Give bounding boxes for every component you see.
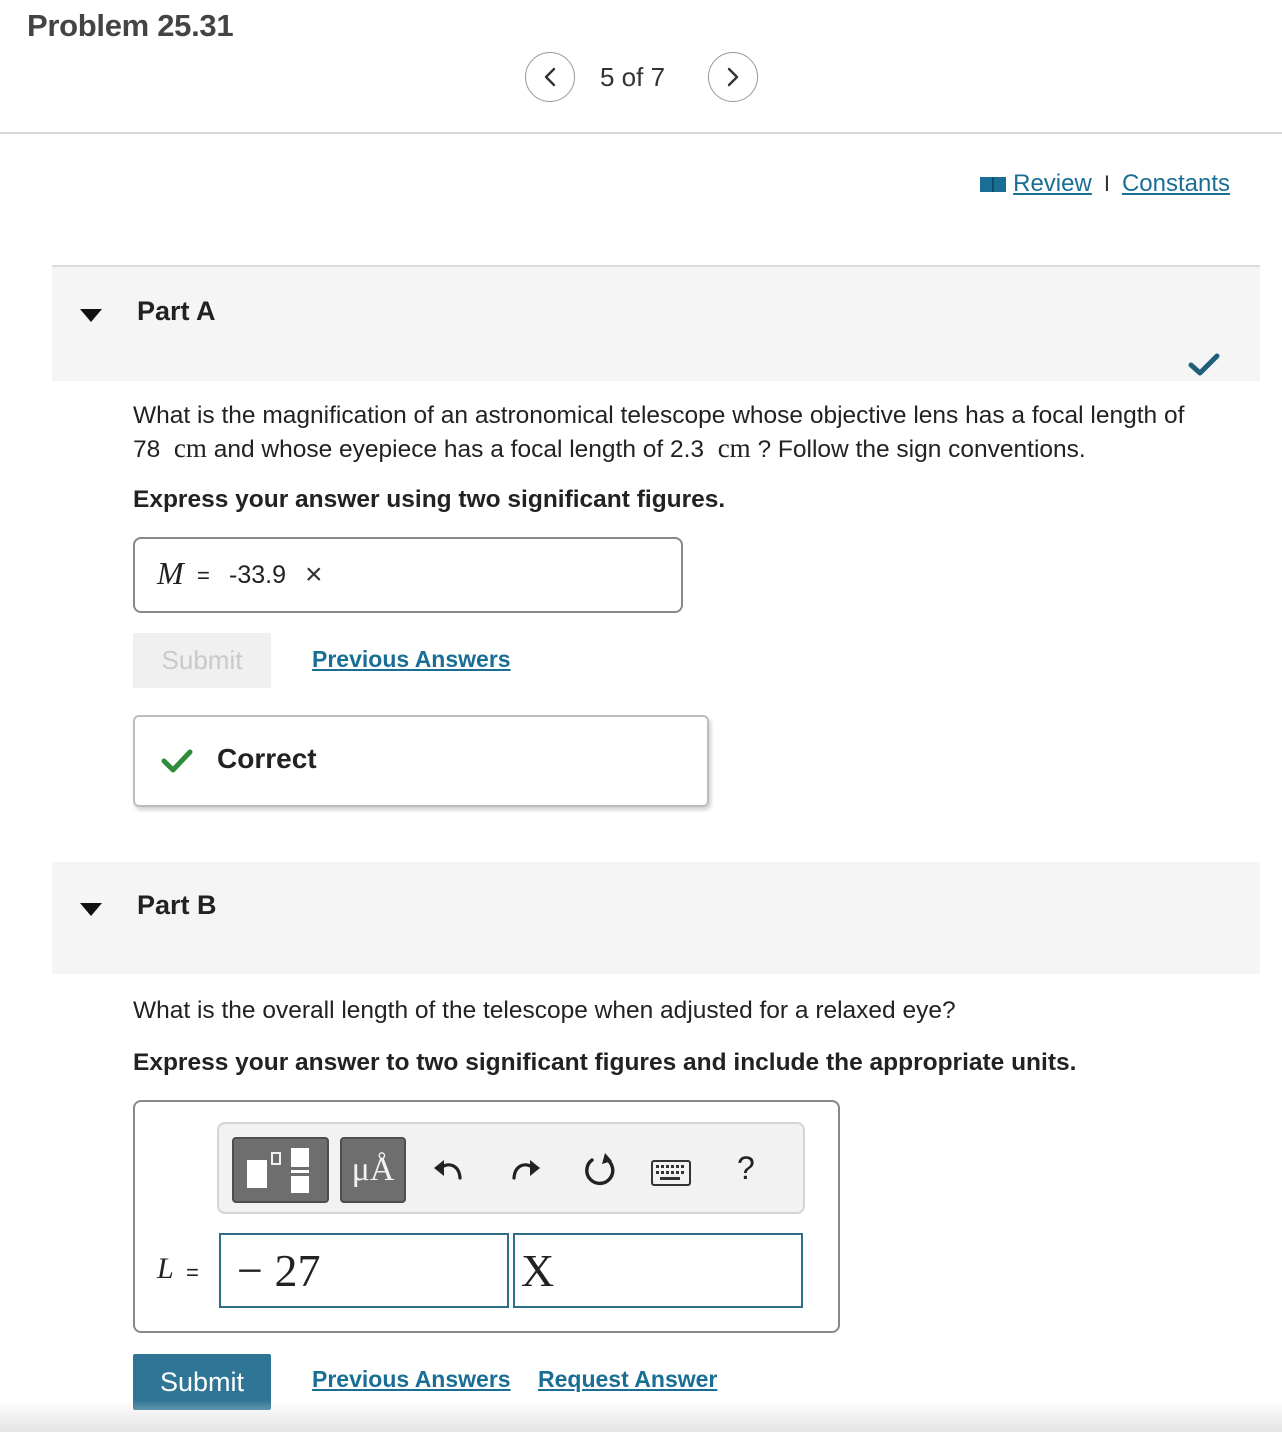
templates-button[interactable] — [232, 1137, 329, 1203]
units-input[interactable]: X — [513, 1233, 803, 1308]
question-text: What is the magnification of an astronomical telescope whose objective lens has a focal length of — [133, 402, 1185, 429]
part-b-previous-answers-link[interactable]: Previous Answers — [312, 1366, 511, 1392]
value-input[interactable]: − 27 — [219, 1233, 509, 1308]
units-button[interactable]: μÅ — [340, 1137, 406, 1203]
chevron-right-icon — [724, 66, 742, 88]
objective-focal-value: 78 — [133, 436, 161, 463]
clear-icon[interactable]: × — [305, 558, 323, 591]
equals-sign: = — [186, 1260, 199, 1285]
previous-problem-button[interactable] — [525, 52, 575, 102]
unit-cm: cm — [717, 433, 751, 463]
correct-feedback — [133, 715, 709, 807]
eyepiece-focal-value: 2.3 — [670, 436, 705, 463]
question-text-end: ? Follow the sign conventions. — [757, 436, 1086, 463]
part-b-label: Part B — [137, 890, 217, 920]
completed-check-icon — [1188, 353, 1220, 377]
part-b-submit-button[interactable]: Submit — [133, 1354, 271, 1410]
part-a-submit-button[interactable]: Submit — [133, 633, 271, 688]
book-icon — [979, 174, 1007, 194]
problem-title: Problem 25.31 — [27, 8, 234, 43]
variable-m: M — [157, 555, 184, 591]
part-a-question — [133, 399, 1263, 466]
help-button[interactable]: ? — [737, 1150, 755, 1186]
correct-label: Correct — [217, 743, 317, 774]
question-text-mid: and whose eyepiece has a focal length of — [213, 436, 664, 463]
part-a-header[interactable] — [52, 265, 1260, 381]
keyboard-icon[interactable] — [651, 1160, 691, 1186]
link-separator: I — [1103, 171, 1110, 196]
part-b-header[interactable] — [52, 862, 1260, 974]
constants-link[interactable]: Constants — [1121, 170, 1230, 197]
collapse-triangle-icon[interactable] — [80, 309, 102, 322]
review-link[interactable]: Review — [1013, 170, 1092, 197]
part-a-previous-answers-link[interactable]: Previous Answers — [312, 646, 511, 672]
unit-cm: cm — [173, 433, 207, 463]
fraction-template-icon — [243, 1144, 319, 1196]
chevron-left-icon — [541, 66, 559, 88]
resource-links — [979, 170, 1230, 198]
reset-icon[interactable] — [581, 1152, 619, 1190]
part-a-answer-box — [133, 537, 683, 613]
answer-value: -33.9 — [229, 561, 286, 589]
next-problem-button[interactable] — [708, 52, 758, 102]
redo-icon[interactable] — [509, 1154, 543, 1188]
part-b-instruction: Express your answer to two significant figures and include the appropriate units. — [133, 1049, 1077, 1076]
header-divider — [0, 132, 1282, 134]
undo-icon[interactable] — [431, 1154, 465, 1188]
part-a-instruction: Express your answer using two significant figures. — [133, 486, 726, 513]
variable-l: L — [157, 1252, 174, 1285]
equation-toolbar — [217, 1122, 805, 1214]
pager-label: 5 of 7 — [600, 62, 666, 92]
part-b-question: What is the overall length of the telescope when adjusted for a relaxed eye? — [133, 997, 956, 1024]
request-answer-link[interactable]: Request Answer — [538, 1366, 718, 1392]
check-icon — [161, 748, 193, 774]
collapse-triangle-icon[interactable] — [80, 903, 102, 916]
equals-sign: = — [197, 563, 210, 588]
part-a-label: Part A — [137, 296, 216, 326]
